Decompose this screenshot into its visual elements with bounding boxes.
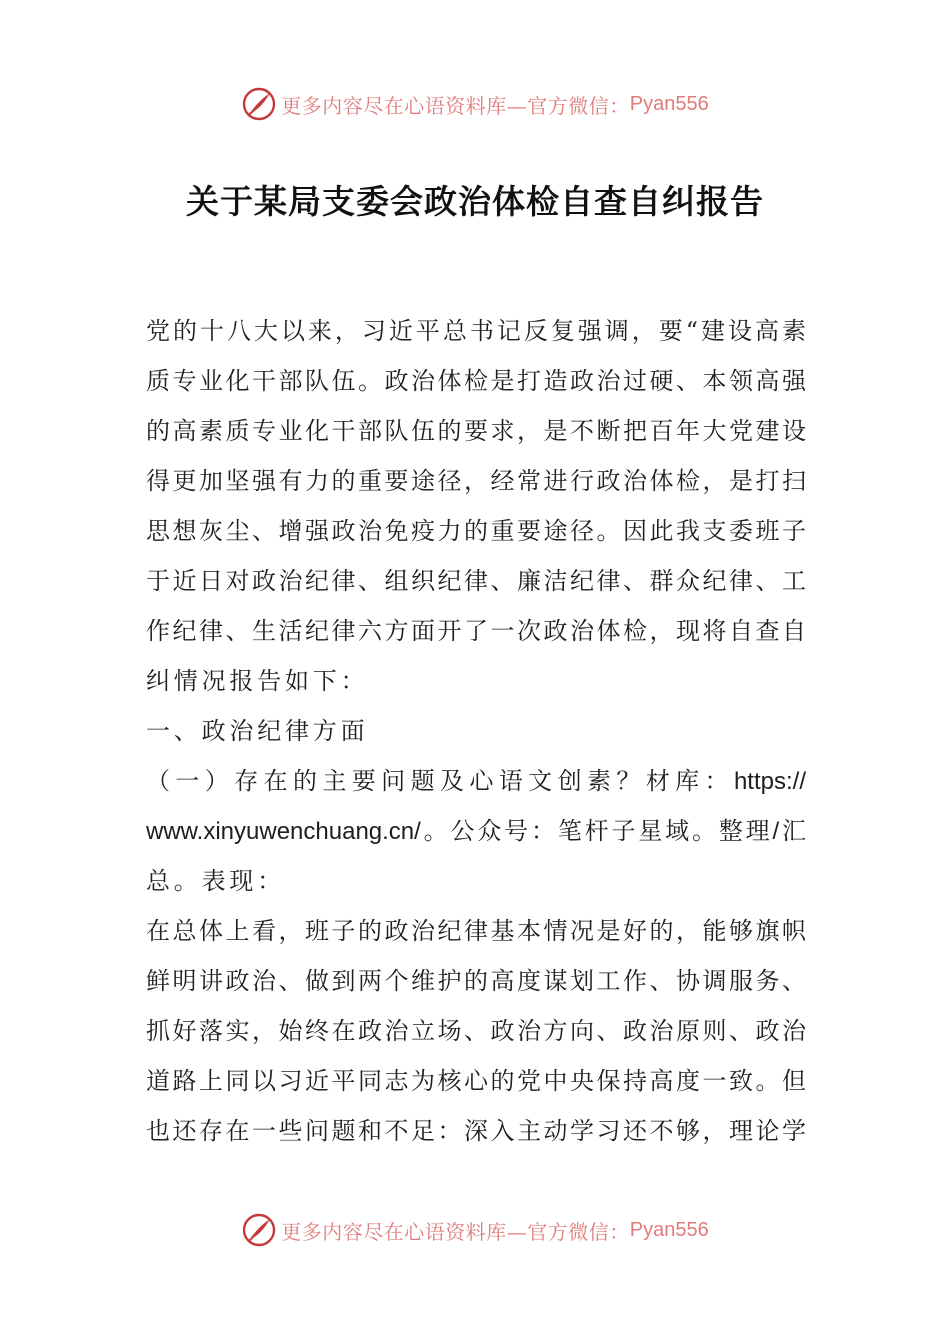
subsection-heading: （一）存在的主要问题及心语文创素？材库：https:// xyxy=(146,767,806,795)
body-line: 抓好落实，始终在政治立场、政治方向、政治原则、政治 xyxy=(146,1017,806,1045)
section-heading: 一、政治纪律方面 xyxy=(146,717,369,745)
watermark-text: 更多内容尽在心语资料库—官方微信： xyxy=(281,1219,630,1244)
watermark-text: 更多内容尽在心语资料库—官方微信： xyxy=(281,93,630,118)
body-line: 质专业化干部队伍。政治体检是打造政治过硬、本领高强 xyxy=(146,367,806,395)
body-line: 在总体上看，班子的政治纪律基本情况是好的，能够旗帜 xyxy=(146,917,806,945)
body-line: 党的十八大以来，习近平总书记反复强调，要“建设高素 xyxy=(146,317,806,345)
body-line: 纠情况报告如下： xyxy=(146,667,369,695)
body-line: 作纪律、生活纪律六方面开了一次政治体检，现将自查自 xyxy=(146,617,806,645)
body-line: 总。表现： xyxy=(146,867,285,895)
body-line: 得更加坚强有力的重要途径，经常进行政治体检，是打扫 xyxy=(146,467,806,495)
quill-pen-logo-icon xyxy=(241,86,277,122)
body-line: 思想灰尘、增强政治免疫力的重要途径。因此我支委班子 xyxy=(146,517,806,545)
document-title: 关于某局支委会政治体检自查自纠报告 xyxy=(186,182,764,221)
body-line: 于近日对政治纪律、组织纪律、廉洁纪律、群众纪律、工 xyxy=(146,567,806,595)
watermark-banner-top xyxy=(0,84,950,124)
body-line: 道路上同以习近平同志为核心的党中央保持高度一致。但 xyxy=(146,1067,806,1095)
watermark-id: Pyan556 xyxy=(629,92,709,115)
body-line: 鲜明讲政治、做到两个维护的高度谋划工作、协调服务、 xyxy=(146,967,806,995)
quill-pen-logo-icon xyxy=(241,1212,277,1248)
body-line: 也还存在一些问题和不足：深入主动学习还不够，理论学 xyxy=(146,1117,806,1145)
body-line: 的高素质专业化干部队伍的要求，是不断把百年大党建设 xyxy=(146,417,806,445)
watermark-id: Pyan556 xyxy=(629,1218,709,1241)
document-body xyxy=(146,306,806,1156)
body-line: www.xinyuwenchuang.cn/。公众号：笔杆子星域。整理/汇 xyxy=(146,817,806,845)
watermark-banner-bottom xyxy=(0,1210,950,1250)
